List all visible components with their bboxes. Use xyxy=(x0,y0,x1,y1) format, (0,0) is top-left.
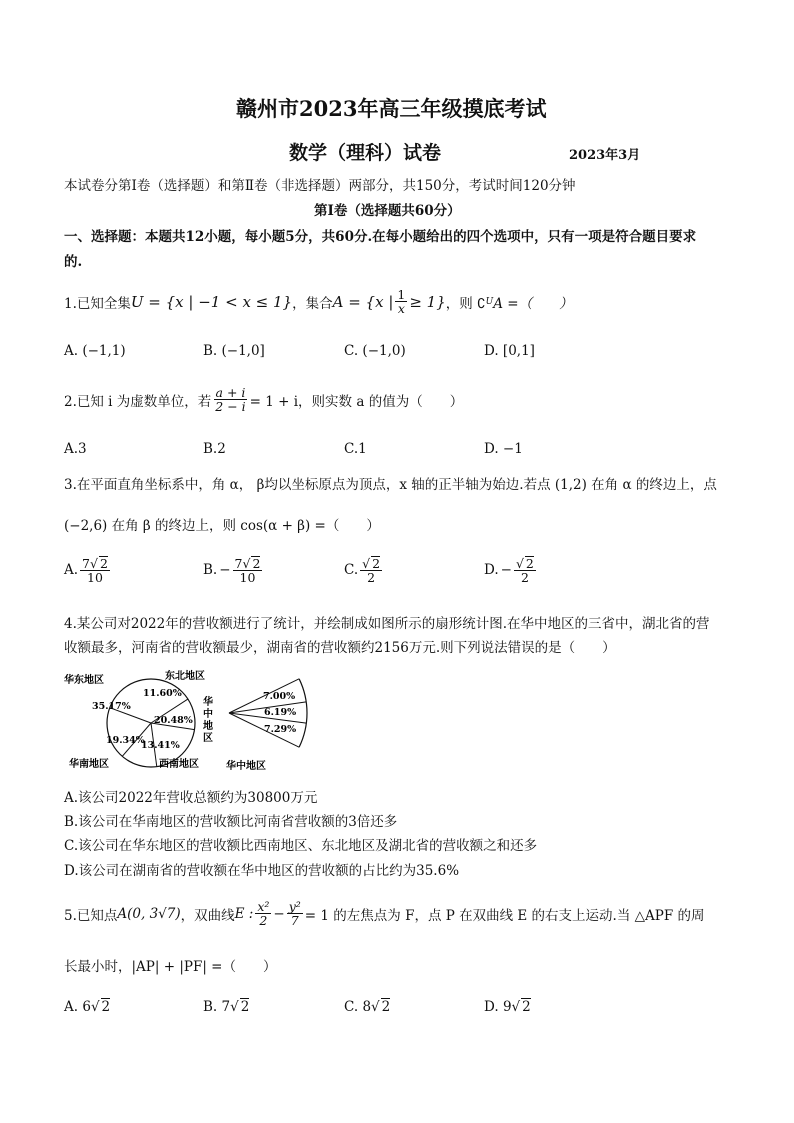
q5-frac-y xyxy=(287,900,303,927)
page-title: 赣州市2023年高三年级摸底考试 xyxy=(236,96,547,121)
label-south: 华南地区 xyxy=(69,759,109,770)
q3-option-d-label: D. xyxy=(484,562,499,579)
instructions-line2: 的. xyxy=(64,254,83,270)
pct-label-fan-3: 7.29% xyxy=(264,724,297,735)
q5-option-d-coef: 9 xyxy=(502,999,512,1015)
q5-prefix: 5.已知点 xyxy=(64,907,118,924)
exam-date: 2023年3月 xyxy=(569,148,641,163)
q5-option-a-rad: 2 xyxy=(101,999,111,1015)
q5-option-b: B. 7√ 2 xyxy=(203,999,250,1015)
q3-b-rad: 2 xyxy=(252,556,261,571)
question-5 xyxy=(64,900,705,927)
q5-option-c-rad: 2 xyxy=(381,999,391,1015)
q1-set-a-right: ≥ 1} xyxy=(409,292,446,311)
q5-option-c-label: C. xyxy=(344,999,359,1015)
q1-mid: ，集合 xyxy=(292,295,333,312)
q5-point: A(0, 3√7) xyxy=(117,905,181,922)
q2-fraction xyxy=(213,386,247,413)
q2-option-b: B.2 xyxy=(203,441,226,457)
q3-option-c xyxy=(344,556,384,584)
q1-option-d: D. [0,1] xyxy=(484,343,535,359)
question-2 xyxy=(64,386,463,413)
q5-frac-y-den: 7 xyxy=(290,913,299,929)
q4-line2: 收额最多，河南省的营收额最少，湖南省的营收额约2156万元.则下列说法错误的是（ ） xyxy=(64,640,616,656)
q3-d-den: 2 xyxy=(520,570,529,586)
pct-label-east: 35.17% xyxy=(92,701,131,712)
q2-suffix: = 1 + i，则实数 a 的值为（ ） xyxy=(249,393,464,410)
q3-option-a-frac: $\frac{7√ 2}{10}$ xyxy=(82,556,108,586)
q3-b-den: 10 xyxy=(239,570,256,586)
instructions-line1: 一、选择题：本题共12小题，每小题5分，共60分.在每小题给出的四个选项中，只有一项是符合题目要求 xyxy=(64,229,697,245)
q5-option-c-coef: 8 xyxy=(362,999,372,1015)
q5-frac-x-num: x² xyxy=(257,899,270,914)
q1-frac-num: 1 xyxy=(397,287,406,302)
pct-label-northeast: 11.60% xyxy=(143,688,182,699)
q2-option-a: A.3 xyxy=(64,441,87,457)
q5-option-a: A. 6√ 2 xyxy=(64,999,111,1015)
q3-b-coef: 7 xyxy=(234,556,243,571)
q2-option-d: D. −1 xyxy=(484,441,523,457)
q5-frac-y-num: y² xyxy=(288,899,301,914)
q3-a-coef: 7 xyxy=(82,556,90,571)
q3-c-den: 2 xyxy=(367,570,376,586)
q5-option-a-coef: 6 xyxy=(82,999,91,1015)
label-east: 华东地区 xyxy=(64,675,104,686)
q3-a-rad: 2 xyxy=(99,556,108,571)
q4-option-d: D.该公司在湖南省的营收额在华中地区的营收额的占比约为35.6% xyxy=(64,863,460,879)
pct-label-southwest: 13.41% xyxy=(141,740,180,751)
q3-option-c-label: C. xyxy=(344,562,359,579)
q3-c-rad: 2 xyxy=(372,556,381,571)
pct-label-central: 20.48% xyxy=(154,715,193,726)
fan-arc xyxy=(299,679,307,747)
q1-set-u: U = {x | −1 < x ≤ 1} xyxy=(130,292,293,311)
q4-option-c: C.该公司在华东地区的营收额比西南地区、东北地区及湖北省的营收额之和还多 xyxy=(64,838,538,854)
q1-set-a-left: A = {x | xyxy=(332,292,394,311)
q3-d-rad: 2 xyxy=(525,556,534,571)
q5-option-d-label: D. xyxy=(484,999,499,1015)
section-title: 第Ⅰ卷（选择题共60分） xyxy=(314,203,461,219)
label-central-vertical: 华中地区 xyxy=(203,697,213,744)
pct-label-fan-2: 6.19% xyxy=(264,707,297,718)
q2-prefix: 2.已知 i 为虚数单位，若 xyxy=(64,393,212,410)
q3-option-d-sign: − xyxy=(500,562,512,579)
q3-option-a xyxy=(64,556,112,584)
q2-option-c: C.1 xyxy=(344,441,367,457)
q5-option-d: D. 9√ 2 xyxy=(484,999,531,1015)
q4-option-b: B.该公司在华南地区的营收额比河南省营收额的3倍还多 xyxy=(64,814,398,830)
q5-option-b-label: B. xyxy=(203,999,218,1015)
q2-frac-num: a + i xyxy=(215,385,246,400)
q1-option-b: B. (−1,0] xyxy=(203,343,265,359)
q5-option-c: C. 8√ 2 xyxy=(344,999,391,1015)
label-northeast: 东北地区 xyxy=(165,671,205,682)
q1-option-c: C. (−1,0) xyxy=(344,343,406,359)
q5-frac-x xyxy=(255,900,271,927)
q5-option-b-coef: 7 xyxy=(221,999,231,1015)
page-subtitle: 数学（理科）试卷 xyxy=(289,142,442,164)
q3-option-d-frac: $\frac{√ 2}{2}$ xyxy=(515,556,534,586)
q3-line2: (−2,6) 在角 β 的终边上，则 cos(α + β) =（ ） xyxy=(64,518,380,534)
question-1 xyxy=(64,288,573,315)
q1-fraction xyxy=(395,288,407,315)
q3-option-a-label: A. xyxy=(64,562,79,579)
q3-a-den: 10 xyxy=(87,570,103,586)
q5-mid: ，双曲线 xyxy=(180,907,235,924)
q5-minus: − xyxy=(273,905,285,922)
q1-tail: A =（ ） xyxy=(493,295,573,312)
pct-label-fan-1: 7.00% xyxy=(263,691,296,702)
q5-curve-name: E : xyxy=(234,905,254,922)
q3-option-b-label: B. xyxy=(203,562,218,579)
q3-option-b-frac: $\frac{7√ 2}{10}$ xyxy=(234,556,261,586)
q1-frac-den: x xyxy=(397,301,405,317)
revenue-pie-chart xyxy=(55,665,315,777)
label-southwest: 西南地区 xyxy=(159,759,199,770)
q3-line1: 3.在平面直角坐标系中，角 α， β均以坐标原点为顶点，x 轴的正半轴为始边.若点 (1,2) 在角 α 的终边上，点 xyxy=(64,477,717,493)
q5-option-d-rad: 2 xyxy=(522,999,531,1015)
q5-frac-x-den: 2 xyxy=(259,913,268,929)
intro-text: 本试卷分第Ⅰ卷（选择题）和第Ⅱ卷（非选择题）两部分，共150分，考试时间120分钟 xyxy=(64,178,576,194)
q5-suffix: = 1 的左焦点为 F，点 P 在双曲线 E 的右支上运动.当 △APF 的周 xyxy=(304,907,705,924)
q1-prefix: 1.已知全集 xyxy=(64,295,131,312)
q4-option-a: A.该公司2022年营收总额约为30800万元 xyxy=(64,790,318,806)
label-fan-caption: 华中地区 xyxy=(226,761,266,772)
q3-option-c-frac: $\frac{√ 2}{2}$ xyxy=(362,556,381,586)
q1-option-a: A. (−1,1) xyxy=(64,343,126,359)
q5-option-b-rad: 2 xyxy=(240,999,250,1015)
q5-option-a-label: A. xyxy=(64,999,79,1015)
q3-option-b xyxy=(203,556,264,584)
q2-frac-den: 2 − i xyxy=(215,399,246,415)
pct-label-south: 19.34% xyxy=(106,735,145,746)
q1-complement-sub: U xyxy=(485,296,494,307)
q3-option-d xyxy=(484,556,538,584)
q4-line1: 4.某公司对2022年的营收额进行了统计，并绘制成如图所示的扇形统计图.在华中地区的三省中，湖北省的营 xyxy=(64,616,710,632)
q1-suffix: ，则 ∁ xyxy=(445,295,486,312)
q5-line2: 长最小时，|AP| + |PF| =（ ） xyxy=(64,959,277,975)
q3-option-b-sign: − xyxy=(219,562,231,579)
